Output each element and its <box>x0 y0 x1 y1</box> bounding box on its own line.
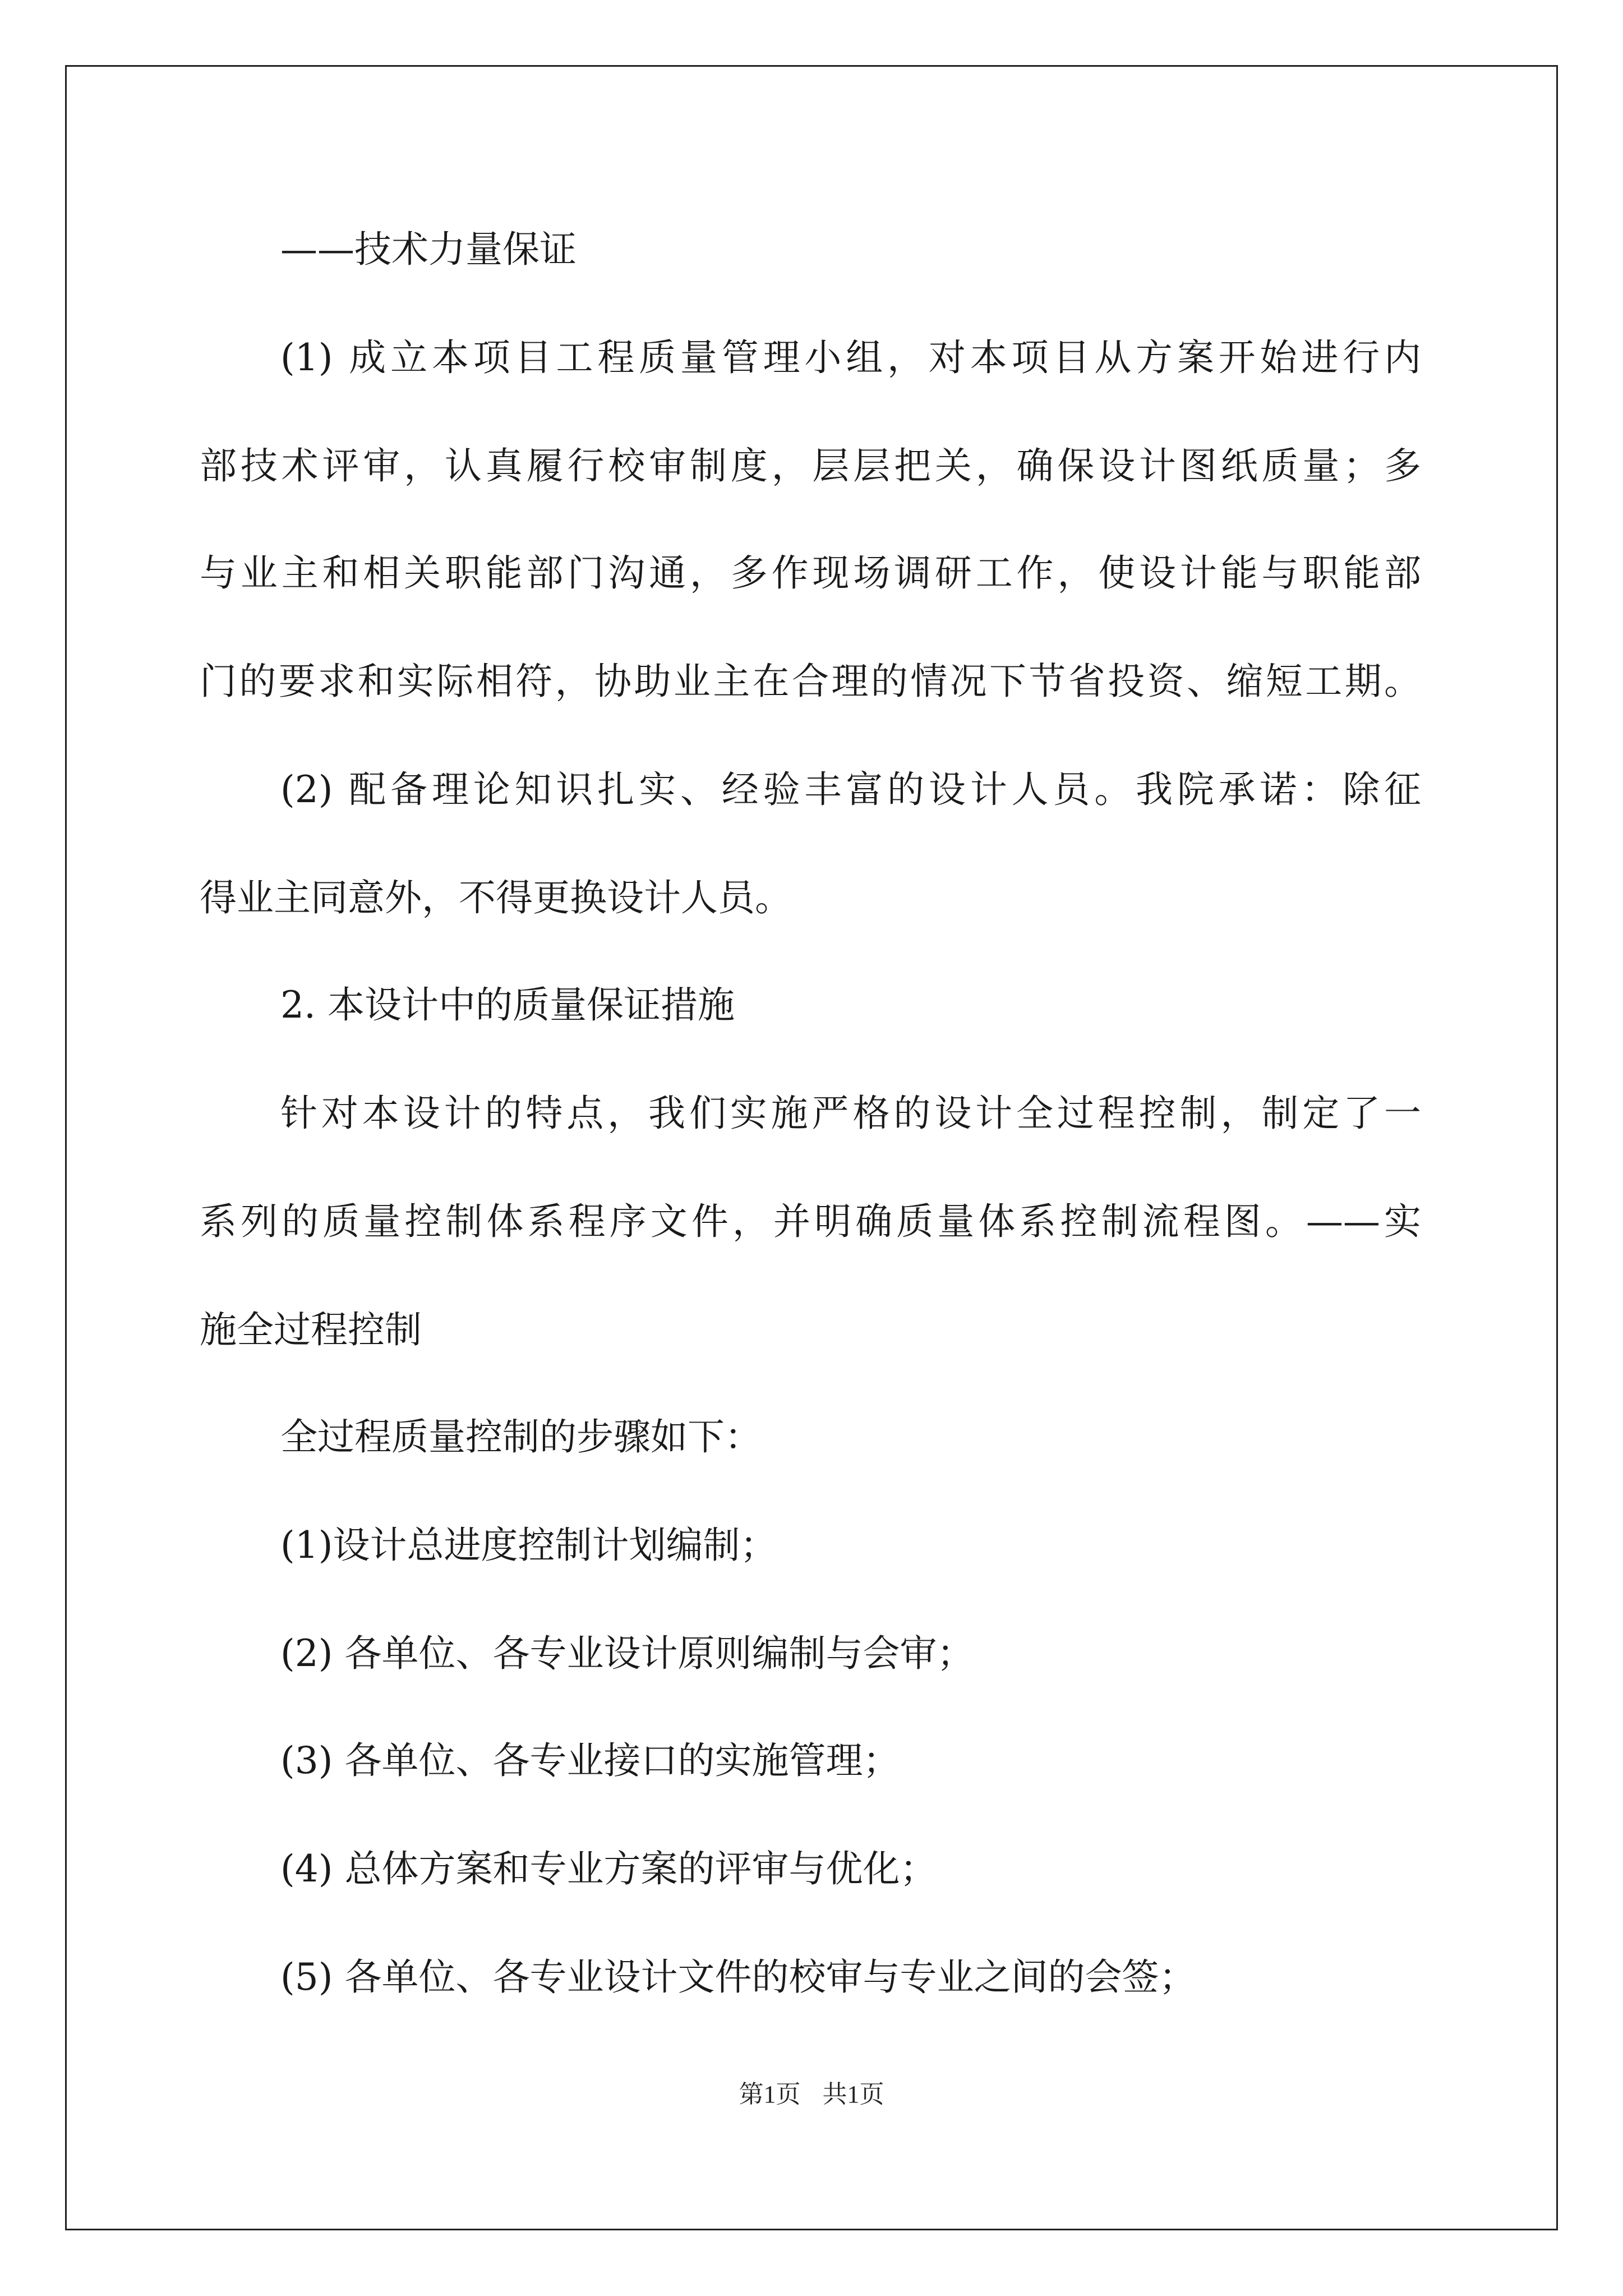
page-footer <box>0 2078 1623 2111</box>
text-line-1: ——技术力量保证 <box>280 228 577 271</box>
text-line-3: 部技术评审，认真履行校审制度，层层把关，确保设计图纸质量；多 <box>200 444 1421 487</box>
text-line-5: 门的要求和实际相符，协助业主在合理的情况下节省投资、缩短工期。 <box>200 660 1421 703</box>
text-line-16: (4) 总体方案和专业方案的评审与优化； <box>280 1847 937 1890</box>
text-line-8: 2. 本设计中的质量保证措施 <box>280 983 735 1027</box>
text-line-11: 施全过程控制 <box>200 1308 422 1351</box>
text-line-7: 得业主同意外，不得更换设计人员。 <box>200 876 792 919</box>
text-line-17: (5) 各单位、各专业设计文件的校审与专业之间的会签； <box>280 1955 1196 1999</box>
text-line-12: 全过程质量控制的步骤如下： <box>280 1415 762 1458</box>
text-line-14: (2) 各单位、各专业设计原则编制与会审； <box>280 1632 974 1675</box>
page-number: 第1页 <box>739 2081 801 2108</box>
page-total: 共1页 <box>822 2081 884 2108</box>
text-line-10: 系列的质量控制体系程序文件，并明确质量体系控制流程图。——实 <box>200 1200 1421 1243</box>
page-border <box>65 65 1558 2230</box>
text-line-6: (2) 配备理论知识扎实、经验丰富的设计人员。我院承诺：除征 <box>280 768 1421 811</box>
text-line-4: 与业主和相关职能部门沟通，多作现场调研工作，使设计能与职能部 <box>200 551 1421 595</box>
text-line-9: 针对本设计的特点，我们实施严格的设计全过程控制，制定了一 <box>280 1092 1421 1135</box>
text-line-13: (1)设计总进度控制计划编制； <box>280 1524 777 1567</box>
text-line-15: (3) 各单位、各专业接口的实施管理； <box>280 1739 900 1782</box>
text-line-2: (1) 成立本项目工程质量管理小组，对本项目从方案开始进行内 <box>280 336 1421 379</box>
